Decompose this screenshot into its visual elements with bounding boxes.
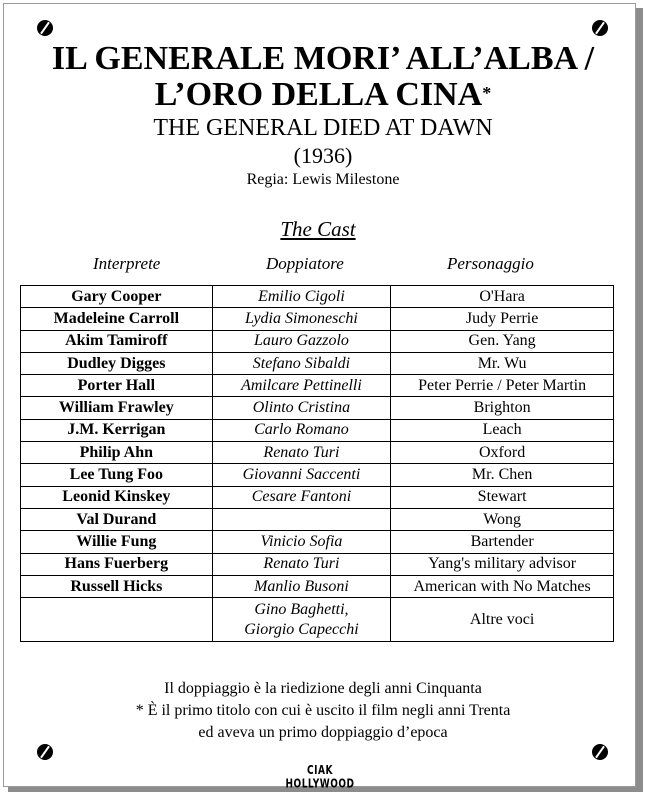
actor-cell: Leonid Kinskey [21, 486, 213, 508]
screw-icon-bottom-right [592, 744, 608, 760]
actor-cell: J.M. Kerrigan [21, 419, 213, 441]
table-row [21, 286, 614, 308]
table-row [21, 352, 614, 374]
actor-cell [21, 598, 213, 642]
character-cell: Stewart [391, 486, 614, 508]
actor-cell: Dudley Digges [21, 352, 213, 374]
actor-cell: Philip Ahn [21, 442, 213, 464]
cast-table [20, 285, 614, 642]
dubber-cell: Giovanni Saccenti [212, 464, 391, 486]
table-row [21, 553, 614, 575]
actor-cell: Willie Fung [21, 531, 213, 553]
note-line-2: * È il primo titolo con cui è uscito il film negli anni Trenta [135, 702, 511, 719]
column-header-doppiatore: Doppiatore [266, 254, 344, 273]
dubber-cell: Amilcare Pettinelli [212, 375, 391, 397]
table-row [21, 531, 614, 553]
italian-title-line-2 [0, 76, 646, 114]
dubber-cell: Stefano Sibaldi [212, 352, 391, 374]
italian-title-line-1: IL GENERALE MORI’ ALL’ALBA / [51, 40, 595, 77]
title-asterisk: * [482, 83, 492, 103]
dubber-line-2: Giorgio Capecchi [244, 620, 359, 638]
actor-cell: Lee Tung Foo [21, 464, 213, 486]
dubber-cell: Manlio Busoni [212, 575, 391, 597]
table-row [21, 330, 614, 352]
table-row [21, 575, 614, 597]
column-header-personaggio: Personaggio [447, 254, 534, 273]
english-title: THE GENERAL DIED AT DAWN [153, 115, 493, 141]
table-row [21, 397, 614, 419]
actor-cell: Hans Fuerberg [21, 553, 213, 575]
dubber-cell: Vinicio Sofia [212, 531, 391, 553]
actor-cell: William Frawley [21, 397, 213, 419]
column-header-interprete: Interprete [93, 254, 161, 273]
character-cell: Mr. Wu [391, 352, 614, 374]
table-row [21, 419, 614, 441]
actor-cell: Gary Cooper [21, 286, 213, 308]
dubber-cell: Renato Turi [212, 442, 391, 464]
director-credit: Regia: Lewis Milestone [246, 171, 400, 188]
table-row [21, 442, 614, 464]
actor-cell: Russell Hicks [21, 575, 213, 597]
dubber-cell [212, 508, 391, 530]
dubber-cell: Lydia Simoneschi [212, 308, 391, 330]
character-cell: American with No Matches [391, 575, 614, 597]
character-cell: Altre voci [391, 598, 614, 642]
dubbing-notes [0, 678, 646, 744]
note-line-1: Il doppiaggio è la riedizione degli anni Cinquanta [164, 680, 482, 697]
table-row-other-voices [21, 598, 614, 642]
character-cell: Bartender [391, 531, 614, 553]
ciak-hollywood-logo: CIAK HOLLYWOOD [285, 764, 355, 792]
table-row [21, 464, 614, 486]
dubber-cell [212, 598, 391, 642]
actor-cell: Porter Hall [21, 375, 213, 397]
character-cell: Leach [391, 419, 614, 441]
character-cell: Oxford [391, 442, 614, 464]
dubber-cell: Emilio Cigoli [212, 286, 391, 308]
italian-title-text: L’ORO DELLA CINA [154, 76, 483, 113]
dubber-cell: Lauro Gazzolo [212, 330, 391, 352]
screw-icon-top-left [37, 20, 53, 36]
table-row [21, 375, 614, 397]
note-line-3: ed aveva un primo doppiaggio d’epoca [198, 724, 448, 741]
table-row [21, 308, 614, 330]
screw-icon-bottom-left [37, 744, 53, 760]
actor-cell: Akim Tamiroff [21, 330, 213, 352]
dubber-cell: Cesare Fantoni [212, 486, 391, 508]
dubber-cell: Carlo Romano [212, 419, 391, 441]
screw-icon-top-right [592, 20, 608, 36]
character-cell: Mr. Chen [391, 464, 614, 486]
dubber-line-1: Gino Baghetti, [254, 600, 349, 618]
character-cell: O'Hara [391, 286, 614, 308]
release-year: (1936) [293, 143, 353, 168]
dubber-cell: Renato Turi [212, 553, 391, 575]
character-cell: Wong [391, 508, 614, 530]
character-cell: Gen. Yang [391, 330, 614, 352]
cast-heading: The Cast [280, 217, 356, 241]
table-row [21, 486, 614, 508]
table-row [21, 508, 614, 530]
character-cell: Judy Perrie [391, 308, 614, 330]
actor-cell: Val Durand [21, 508, 213, 530]
character-cell: Yang's military advisor [391, 553, 614, 575]
actor-cell: Madeleine Carroll [21, 308, 213, 330]
character-cell: Peter Perrie / Peter Martin [391, 375, 614, 397]
character-cell: Brighton [391, 397, 614, 419]
dubber-cell: Olinto Cristina [212, 397, 391, 419]
